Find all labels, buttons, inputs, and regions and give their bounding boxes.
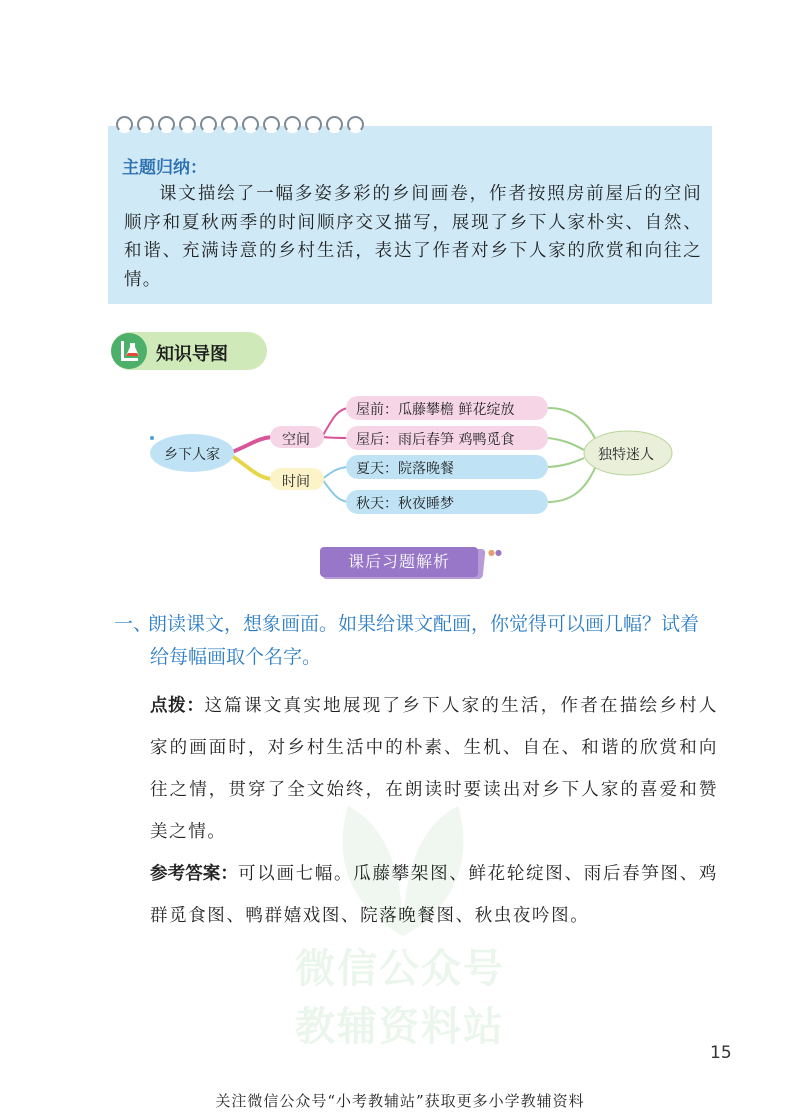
question-number: 一、 <box>114 613 153 635</box>
mind-map-conclusion-label: 独特迷人 <box>598 447 654 463</box>
question-text: 朗读课文，想象画面。如果给课文配画，你觉得可以画几幅？试着给每幅画取个名字。 <box>148 613 700 668</box>
mind-map-root-label: 乡下人家 <box>164 447 220 463</box>
mind-map-time-label: 时间 <box>282 474 310 490</box>
hint-label: 点拨： <box>150 696 205 716</box>
theme-body: 课文描绘了一幅多姿多彩的乡间画卷，作者按照房前屋后的空间顺序和夏秋两季的时间顺序交叉描写，展现了乡下人家朴实、自然、和谐、充满诗意的乡村生活，表达了作者对乡下人家的欣赏和向往之情。 <box>124 184 702 290</box>
decor-dots: ●● <box>488 548 502 557</box>
answer-text: 可以画七幅。瓜藤攀架图、鲜花轮绽图、雨后春笋图、鸡群觅食图、鸭群嬉戏图、院落晚餐图、秋虫夜吟图。 <box>150 864 719 926</box>
knowledge-map-title: 知识导图 <box>156 344 228 365</box>
watermark: 微信公众号 教辅资料站 <box>295 946 505 1050</box>
footer-note: 关注微信公众号“小考教辅站”获取更多小学教辅资料 <box>215 1092 585 1110</box>
mind-map-leaf-label: 屋前：瓜藤攀檐 鲜花绽放 <box>356 402 515 418</box>
mind-map-space-label: 空间 <box>282 432 310 448</box>
section-banner: 课后习题解析 <box>320 547 478 577</box>
hint-paragraph <box>150 685 718 853</box>
hint-text: 这篇课文真实地展现了乡下人家的生活，作者在描绘乡村人家的画面时，对乡村生活中的朴素、生机、自在、和谐的欣赏和向往之情，贯穿了全文始终，在朗读时要读出对乡下人家的喜爱和赞美之情。 <box>150 696 718 842</box>
answer-label: 参考答案： <box>150 864 239 884</box>
mind-map-leaf-label: 屋后：雨后春笋 鸡鸭觅食 <box>356 432 515 448</box>
page-number: 15 <box>710 1043 732 1063</box>
mind-map-leaf-label: 秋天：秋夜睡梦 <box>356 496 454 512</box>
mind-map-leaf-label: 夏天：院落晚餐 <box>356 461 454 477</box>
theme-title: 主题归纳： <box>122 158 207 178</box>
question-1 <box>114 608 714 674</box>
answer-paragraph <box>150 853 718 937</box>
